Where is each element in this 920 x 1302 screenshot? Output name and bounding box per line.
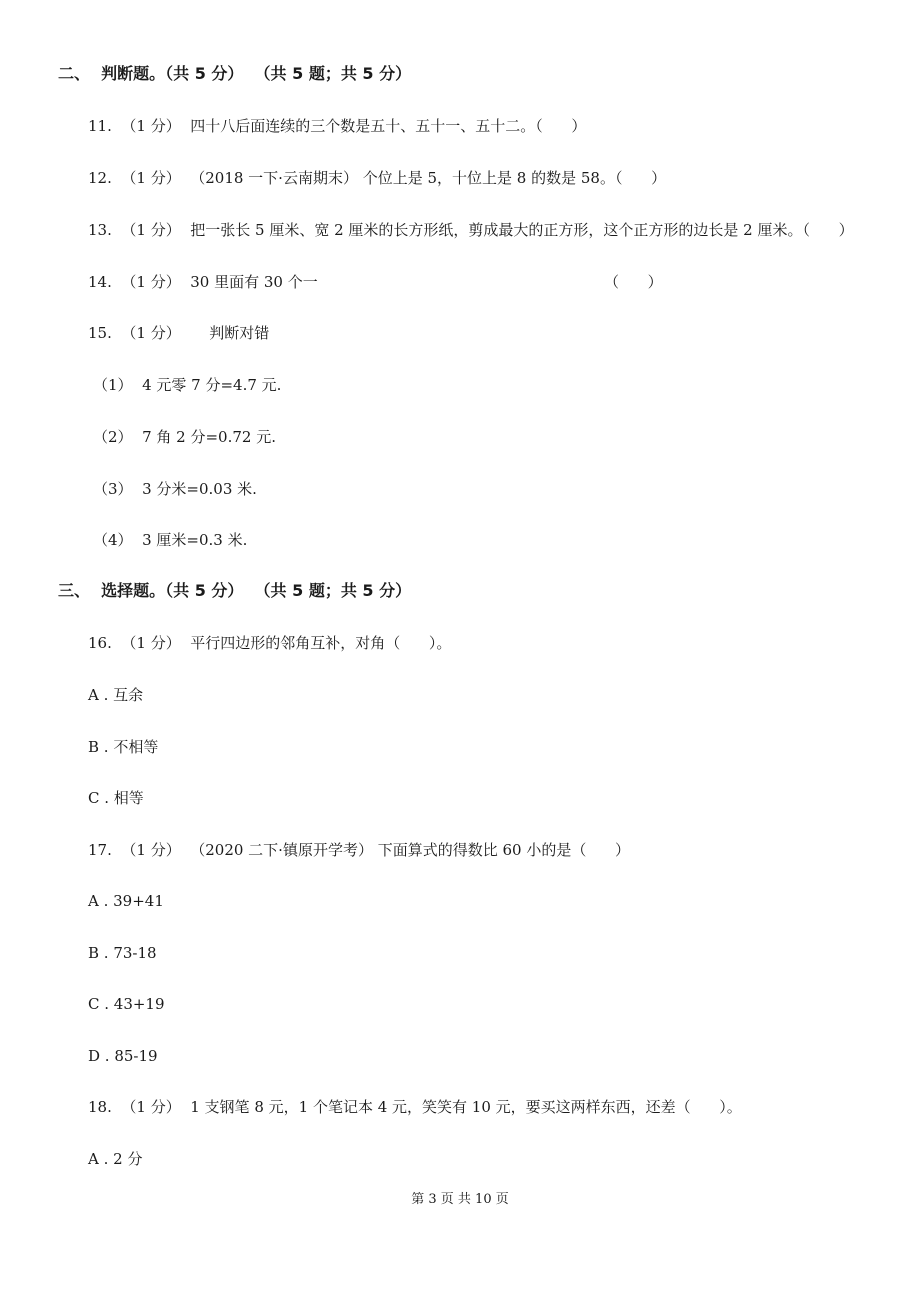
question-15: 15. （1 分） 判断对错	[88, 324, 270, 342]
page-footer: 第 3 页 共 10 页	[411, 1192, 509, 1207]
sub-item-1: （1） 4 元零 7 分=4.7 元.	[93, 376, 282, 394]
question-18-option-a: A . 2 分	[88, 1150, 143, 1168]
question-17-option-d: D . 85-19	[88, 1047, 158, 1065]
sub-item-2: （2） 7 角 2 分=0.72 元.	[93, 428, 276, 446]
question-16: 16. （1 分） 平行四边形的邻角互补，对角（ ）。	[88, 634, 452, 652]
question-16-option-c: C . 相等	[88, 789, 144, 807]
question-17: 17. （1 分） （2020 二下·镇原开学考） 下面算式的得数比 60 小的是（ ）	[88, 841, 630, 859]
sub-item-4: （4） 3 厘米=0.3 米.	[93, 531, 248, 549]
question-12: 12. （1 分） （2018 一下·云南期末） 个位上是 5，十位上是 8 的数是 58。（ ）	[88, 169, 667, 187]
question-13: 13. （1 分） 把一张长 5 厘米、宽 2 厘米的长方形纸，剪成最大的正方形，这个正方形的边长是 2 厘米。（ ）	[88, 221, 854, 239]
question-17-option-c: C . 43+19	[88, 995, 165, 1013]
section-heading-choice: 三、 选择题。（共 5 分） （共 5 题；共 5 分）	[58, 581, 412, 600]
section-heading-judgment: 二、 判断题。（共 5 分） （共 5 题；共 5 分）	[58, 64, 412, 83]
question-17-option-b: B . 73-18	[88, 944, 157, 962]
question-11: 11. （1 分） 四十八后面连续的三个数是五十、五十一、五十二。（ ）	[88, 117, 587, 135]
question-14-answer-blank: （ ）	[604, 273, 663, 291]
question-16-option-a: A . 互余	[88, 686, 144, 704]
question-14: 14. （1 分） 30 里面有 30 个一	[88, 273, 318, 291]
question-16-option-b: B . 不相等	[88, 738, 159, 756]
sub-item-3: （3） 3 分米=0.03 米.	[93, 480, 257, 498]
question-17-option-a: A . 39+41	[88, 892, 164, 910]
question-18: 18. （1 分） 1 支钢笔 8 元，1 个笔记本 4 元，笑笑有 10 元，要买这两样东西，还差（ ）。	[88, 1098, 742, 1116]
